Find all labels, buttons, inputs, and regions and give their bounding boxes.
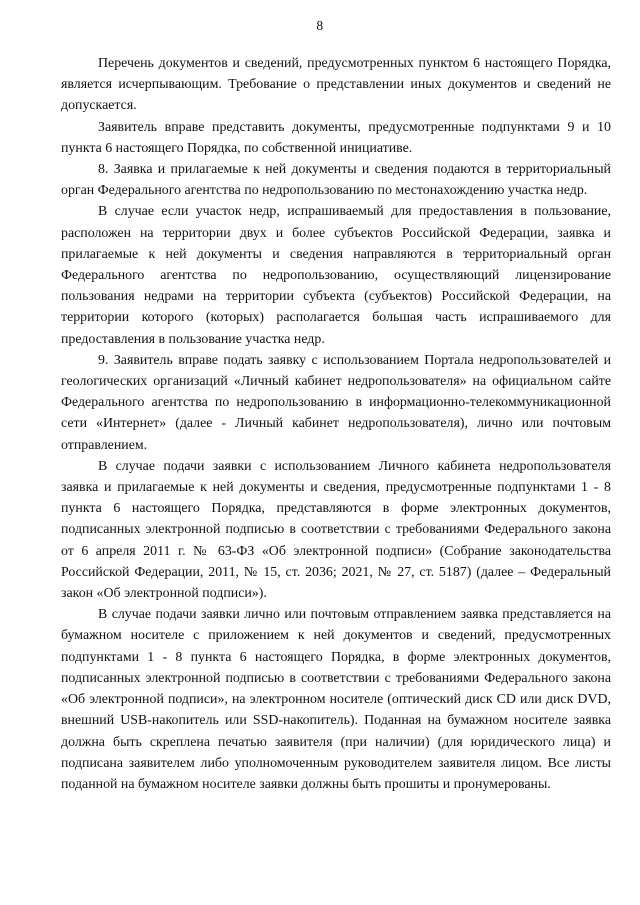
paragraph-documents-exhaustive: Перечень документов и сведений, предусмотренных пунктом 6 настоящего Порядка, является исчерпывающим. Требование о представлении иных документов и сведений не допускается. <box>61 56 611 114</box>
paragraph-own-initiative: Заявитель вправе представить документы, предусмотренные подпунктами 9 и 10 пункта 6 настоящего Порядка, по собственной инициативе. <box>61 119 611 156</box>
page-number: 8 <box>316 18 324 33</box>
paragraph-paper-submission: В случае подачи заявки лично или почтовым отправлением заявка представляется на бумажном носителе с приложением к ней документов и сведений, предусмотренных подпунктами 1 - 8 пункта 6 настоящего Порядка, в форме электронных документов, подписанных электронной подписью в соответствии с требованиями Федерального закона «Об электронной подписи», на электронном носителе (оптический диск CD или диск DVD, внешний USB-накопитель или SSD-накопитель). Поданная на бумажном носителе заявка должна быть скреплена печатью заявителя (при наличии) (для юридического лица) и подписана заявителем либо уполномоченным руководителем заявителя лицом. Все листы поданной на бумажном носителе заявки должны быть прошиты и пронумерованы. <box>61 607 611 792</box>
paragraph-item-9: 9. Заявитель вправе подать заявку с использованием Портала недропользователей и геологических организаций «Личный кабинет недропользователя» на официальном сайте Федерального агентства по недропользованию в информационно-телекоммуникационной сети «Интернет» (далее - Личный кабинет недропользователя), лично или почтовым отправлением. <box>61 352 611 453</box>
paragraph-item-8: 8. Заявка и прилагаемые к ней документы и сведения подаются в территориальный орган Федерального агентства по недропользованию по местонахождению участка недр. <box>61 162 611 199</box>
paragraph-personal-cabinet: В случае подачи заявки с использованием Личного кабинета недропользователя заявка и прилагаемые к ней документы и сведения, предусмотренные подпунктами 1 - 8 пункта 6 настоящего Порядка, представляются в форме электронных документов, подписанных электронной подписью в соответствии с требованиями Федерального закона от 6 апреля 2011 г. № 63-ФЗ «Об электронной подписи» (Собрание законодательства Российской Федерации, 2011, № 15, ст. 2036; 2021, № 27, ст. 5187) (далее – Федеральный закон «Об электронной подписи»). <box>61 458 611 602</box>
document-body <box>61 53 611 795</box>
paragraph-multiple-subjects: В случае если участок недр, испрашиваемый для предоставления в пользование, расположен на территории двух и более субъектов Российской Федерации, заявка и прилагаемые к ней документы и сведения направляются в территориальный орган Федерального агентства по недропользованию, осуществляющий лицензирование пользования недрами на территории субъекта (субъектов) Российской Федерации, на территории которого (которых) располагается большая часть испрашиваемого для предоставления в пользование участка недр. <box>61 204 611 347</box>
